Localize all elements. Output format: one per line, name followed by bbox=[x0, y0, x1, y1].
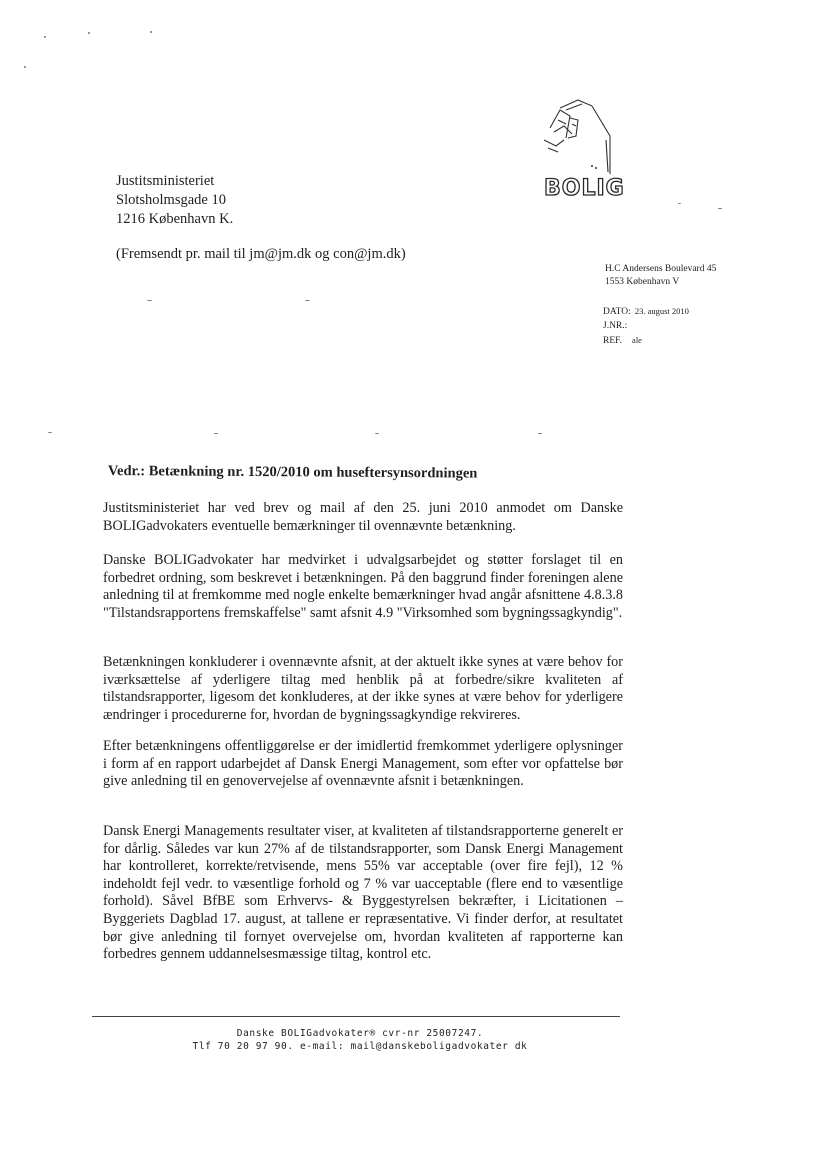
scan-speck bbox=[147, 300, 152, 301]
scan-speck bbox=[24, 66, 26, 68]
footer bbox=[150, 1027, 570, 1053]
footer-company: Danske BOLIGadvokater® cvr-nr 25007247. bbox=[236, 1028, 484, 1039]
sender-street: H.C Andersens Boulevard 45 bbox=[605, 264, 717, 274]
house-sketch-icon bbox=[530, 96, 630, 176]
recipient-street: Slotsholmsgade 10 bbox=[116, 192, 226, 208]
scan-speck bbox=[305, 300, 310, 301]
body-paragraph: Justitsministeriet har ved brev og mail af den 25. juni 2010 anmodet om Danske BOLIGadvokaters eventuelle bemærkninger til ovennævnte betænkning. bbox=[103, 500, 623, 534]
scan-speck bbox=[375, 433, 379, 434]
letter-meta bbox=[603, 304, 689, 348]
recipient-city: 1216 København K. bbox=[116, 211, 234, 227]
body-paragraph: Danske BOLIGadvokater har medvirket i udvalgsarbejdet og støtter forslaget til en forbedret ordning, som beskrevet i betænkningen. På den baggrund finder foreningen alene anledning til at fremkomme med nogle enkelte bemærkninger hvad angår afsnittene 4.8.3.8 "Tilstandsrapportens fremskaffelse" samt afsnit 4.9 "Virksomhed som bygningssagkyndig". bbox=[103, 552, 623, 621]
recipient-address bbox=[116, 172, 233, 229]
sent-note: (Fremsendt pr. mail til jm@jm.dk og con@jm.dk) bbox=[116, 246, 406, 262]
scan-speck bbox=[88, 32, 90, 34]
scan-speck bbox=[44, 36, 46, 38]
footer-contact: Tlf 70 20 97 90. e-mail: mail@danskeboligadvokater dk bbox=[192, 1041, 528, 1052]
logo-wordmark: BOLIG bbox=[544, 176, 625, 201]
scan-speck bbox=[48, 432, 52, 433]
jnr-label: J.NR.: bbox=[603, 321, 628, 331]
scan-speck bbox=[538, 433, 542, 434]
footer-divider bbox=[92, 1016, 620, 1017]
ref-value: ale bbox=[632, 335, 642, 345]
sender-city: 1553 København V bbox=[605, 277, 680, 287]
body-paragraph: Betænkningen konkluderer i ovennævnte afsnit, at der aktuelt ikke synes at være behov for iværksættelse af yderligere tiltag med henblik på at forbedre/sikre kvaliteten af tilstandsrapporter, ligesom det konkluderes, at der ikke synes at være behov for yderligere ændringer i procedurerne for, hvordan de bygningssagkyndige rekvireres. bbox=[103, 654, 623, 723]
sender-address bbox=[605, 263, 716, 289]
scan-speck bbox=[718, 208, 722, 209]
subject-line: Vedr.: Betænkning nr. 1520/2010 om huseftersynsordningen bbox=[107, 463, 478, 482]
ref-label: REF. bbox=[603, 336, 623, 346]
scan-speck bbox=[678, 203, 681, 204]
recipient-name: Justitsministeriet bbox=[116, 173, 215, 189]
scan-speck bbox=[214, 433, 218, 434]
bolig-logo bbox=[530, 96, 630, 208]
scan-speck bbox=[150, 31, 152, 33]
body-paragraph: Dansk Energi Managements resultater viser, at kvaliteten af tilstandsrapporterne generelt er for dårlig. Således var kun 27% af de tilstandsrapporter, som Dansk Energi Management har kontrolleret, korrekte/retvisende, mens 55% var acceptable (over fire fejl), 12 % indeholdt fejl vedr. to væsentlige forhold og 7 % var uacceptable (flere end to væsentlige forhold). Såvel BfBE som Erhvervs- & Byggestyrelsen bekræfter, i Licitationen – Byggeriets Dagblad 17. august, at tallene er repræsentative. Vi finder derfor, at resultatet bør give anledning til fornyet overvejelse om, hvordan kvaliteten af rapporterne kan forbedres gennem uddannelsesmæssige tiltag, kontrol etc. bbox=[103, 823, 623, 963]
date-label: DATO: bbox=[603, 307, 631, 317]
date-value: 23. august 2010 bbox=[634, 306, 689, 316]
body-paragraph: Efter betænkningens offentliggørelse er der imidlertid fremkommet yderligere oplysninger i form af en rapport udarbejdet af Dansk Energi Management, som efter vor opfattelse bør give anledning til en genovervejelse af ovennævnte afsnit i betænkningen. bbox=[103, 738, 623, 790]
